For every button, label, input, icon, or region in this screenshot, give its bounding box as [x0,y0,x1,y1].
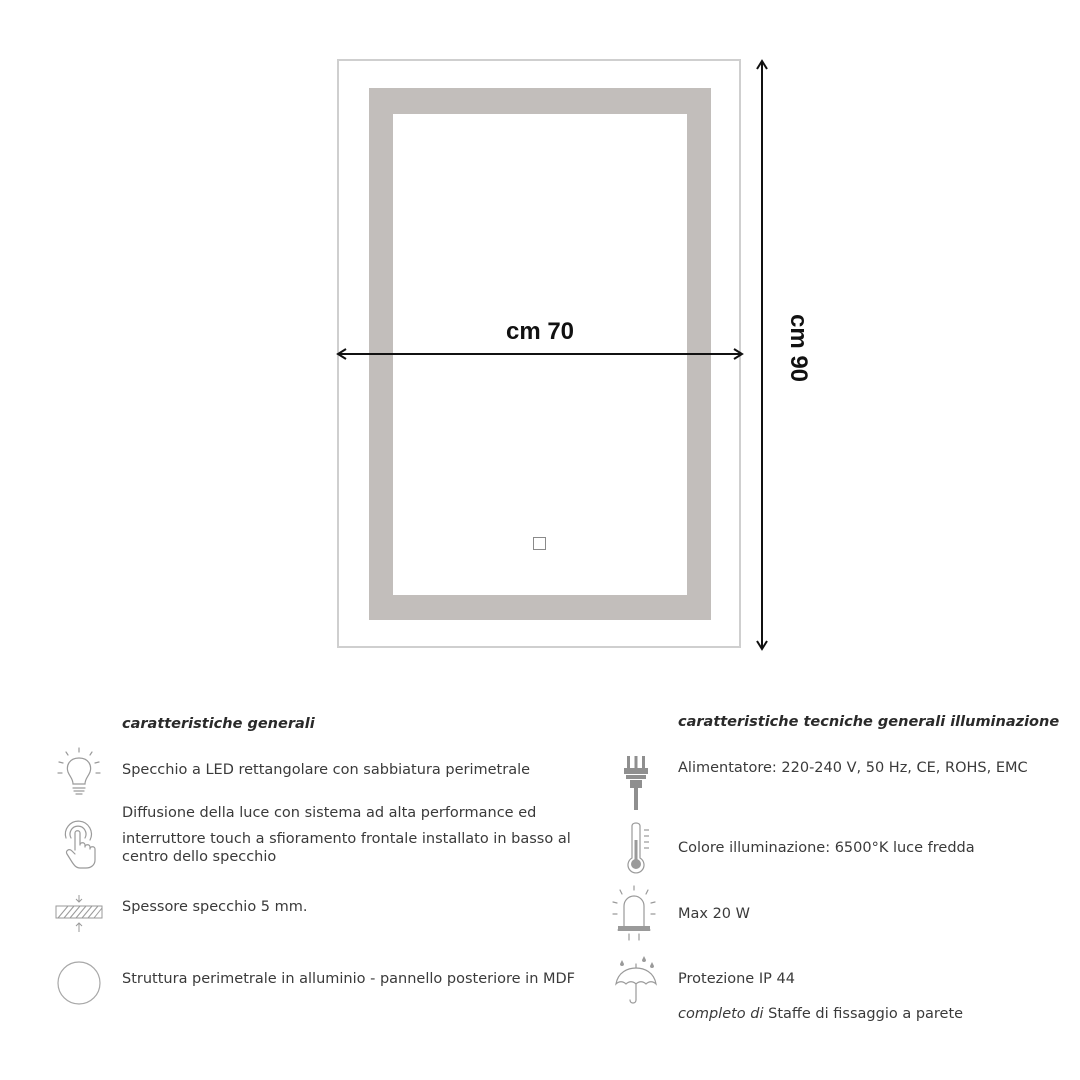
touch-finger-icon [58,818,100,870]
mounting-note [678,1003,963,1025]
technical-heading: caratteristiche tecniche generali illuminazione [678,714,1060,730]
led-lamp-icon [610,884,658,942]
general-item-1-text: Specchio a LED rettangolare con sabbiatura perimetrale [122,762,531,778]
height-label: cm 90 [785,313,812,383]
general-item-3-text: Spessore specchio 5 mm. [122,899,308,915]
general-item-4-text: Struttura perimetrale in alluminio - pannello posteriore in MDF [122,971,576,987]
general-item-2-text: Diffusione della luce con sistema ad alta performance ed interruttore touch a sfioramento frontale installato in basso al centro dello specchio [122,805,571,865]
circle-frame-icon [56,960,102,1006]
width-label: cm 70 [505,318,575,345]
thickness-icon [52,894,106,938]
tech-item-2-text: Colore illuminazione: 6500°K luce fredda [678,840,975,856]
light-bulb-icon [56,746,102,804]
power-plug-icon [620,754,652,812]
mounting-note-italic: completo di [678,1006,764,1022]
general-heading: caratteristiche generali [122,716,315,732]
tech-item-3-text: Max 20 W [678,906,750,922]
mounting-note-text: Staffe di fissaggio a parete [763,1006,964,1022]
tech-item-1-text: Alimentatore: 220-240 V, 50 Hz, CE, ROHS, EMC [678,760,1028,776]
tech-item-4-text: Protezione IP 44 [678,971,795,987]
umbrella-rain-icon [612,954,660,1008]
thermometer-icon [618,820,654,878]
